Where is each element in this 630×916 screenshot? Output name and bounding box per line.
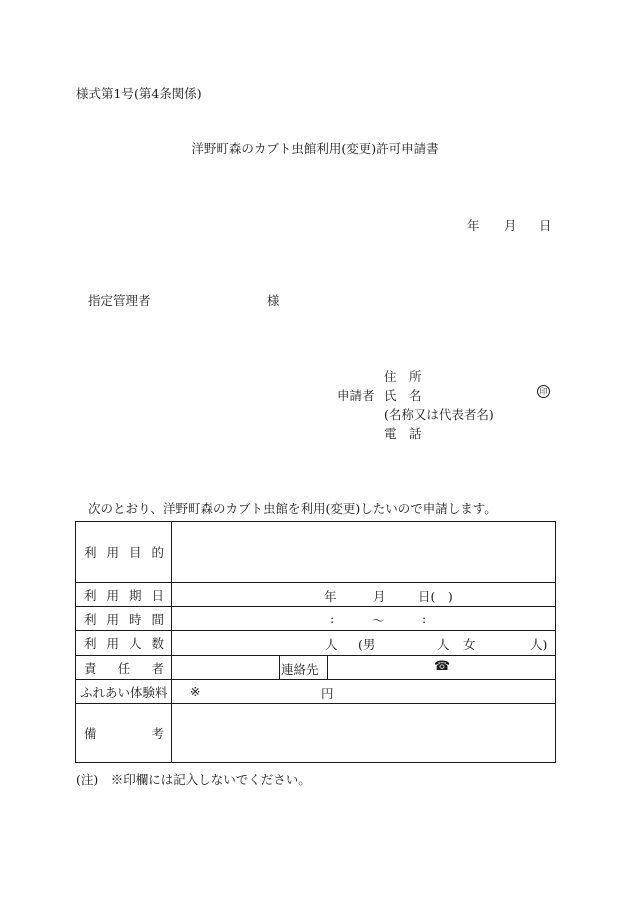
address-label: 住 所 xyxy=(384,369,422,384)
people-field[interactable]: 人 (男 人 女 人) xyxy=(325,637,548,652)
name-note: (名称又は代表者名) xyxy=(384,407,494,422)
manager-label: 責 任 者 xyxy=(84,660,164,676)
time-field[interactable]: : 〜 : xyxy=(330,611,427,628)
addressee-label: 指定管理者 xyxy=(88,293,151,308)
document-title: 洋野町森のカブト虫館利用(変更)許可申請書 xyxy=(191,141,439,156)
contact-label: 連絡先 xyxy=(281,662,319,677)
period-field[interactable]: 年 月 日( ) xyxy=(324,589,453,604)
fee-label: ふれあい体験料 xyxy=(80,684,168,700)
people-label: 利 用 人 数 xyxy=(84,636,164,651)
form-number: 様式第1号(第4条関係) xyxy=(76,86,202,101)
name-label: 氏 名 xyxy=(384,388,422,403)
remarks-label: 備 考 xyxy=(84,726,164,741)
date-month: 月 xyxy=(504,218,517,233)
contact-field[interactable] xyxy=(328,656,556,679)
intro-text: 次のとおり、洋野町森のカブト虫館を利用(変更)したいので申請します。 xyxy=(88,501,497,516)
purpose-field[interactable] xyxy=(172,522,556,582)
date-day: 日 xyxy=(539,218,552,233)
period-label: 利 用 期 日 xyxy=(84,587,164,603)
application-table xyxy=(75,521,556,763)
applicant-label: 申請者 xyxy=(337,388,375,403)
time-label: 利 用 時 間 xyxy=(84,611,164,627)
manager-name-field[interactable] xyxy=(172,656,278,679)
remarks-field[interactable] xyxy=(172,704,556,762)
purpose-label: 利 用 目 的 xyxy=(84,545,164,560)
footnote: (注) ※印欄には記入しないでください。 xyxy=(76,772,311,787)
date-year: 年 xyxy=(467,218,480,233)
addressee-honorific: 様 xyxy=(267,293,280,308)
phone-icon: ☎ xyxy=(434,659,451,674)
fee-field: ※ 円 xyxy=(190,684,334,701)
seal-mark: 印 xyxy=(537,385,550,398)
phone-label: 電 話 xyxy=(384,426,422,441)
